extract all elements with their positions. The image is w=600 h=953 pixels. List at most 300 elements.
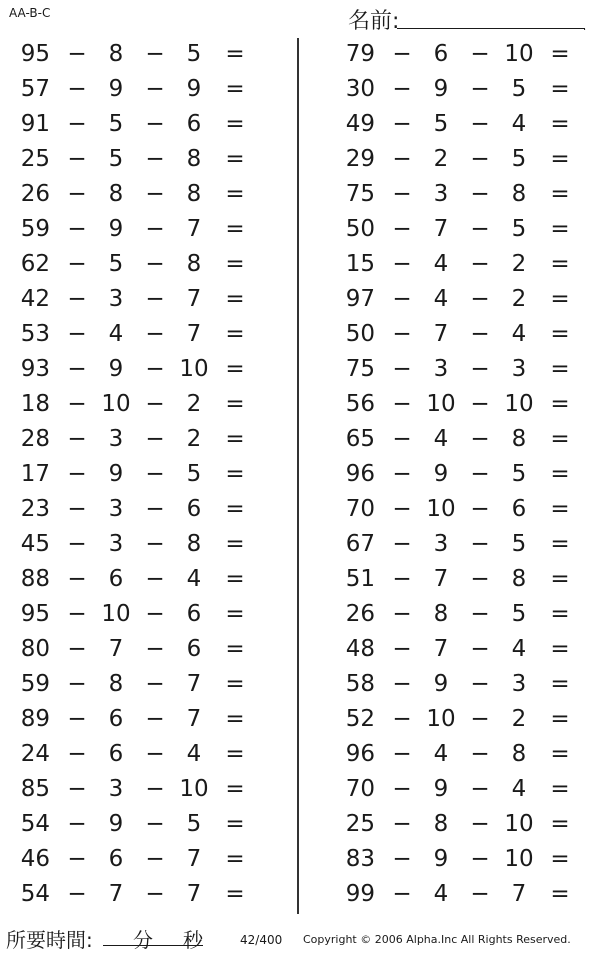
problem-row [300, 492, 600, 527]
minus-sign: − [470, 636, 490, 662]
subtrahend-1: 9 [433, 846, 449, 872]
subtrahend-2: 4 [511, 111, 527, 137]
minus-sign: − [145, 776, 165, 802]
subtrahend-2: 10 [504, 811, 534, 837]
minuend: 95 [20, 41, 50, 67]
equals-sign: = [225, 111, 245, 137]
subtrahend-2: 5 [186, 811, 202, 837]
equals-sign: = [550, 566, 570, 592]
minus-sign: − [392, 286, 412, 312]
minuend: 93 [20, 356, 50, 382]
subtrahend-2: 10 [504, 846, 534, 872]
name-line-dot: . [583, 22, 587, 33]
subtrahend-2: 8 [186, 181, 202, 207]
minus-sign: − [67, 216, 87, 242]
minus-sign: − [470, 776, 490, 802]
minus-sign: − [67, 601, 87, 627]
minus-sign: − [392, 776, 412, 802]
problem-row [0, 772, 300, 807]
minus-sign: − [145, 76, 165, 102]
minuend: 18 [20, 391, 50, 417]
minus-sign: − [145, 671, 165, 697]
subtrahend-2: 8 [511, 566, 527, 592]
equals-sign: = [550, 636, 570, 662]
equals-sign: = [550, 811, 570, 837]
subtrahend-2: 2 [186, 391, 202, 417]
equals-sign: = [225, 531, 245, 557]
minus-sign: − [67, 181, 87, 207]
problem-row [300, 562, 600, 597]
minus-sign: − [145, 251, 165, 277]
equals-sign: = [225, 251, 245, 277]
minus-sign: − [392, 671, 412, 697]
equals-sign: = [550, 531, 570, 557]
minus-sign: − [470, 881, 490, 907]
minus-sign: − [392, 76, 412, 102]
subtrahend-2: 2 [511, 251, 527, 277]
subtrahend-2: 10 [179, 776, 209, 802]
equals-sign: = [550, 461, 570, 487]
minus-sign: − [392, 146, 412, 172]
subtrahend-1: 9 [108, 811, 124, 837]
problem-row [300, 247, 600, 282]
problem-row [0, 247, 300, 282]
subtrahend-1: 3 [433, 181, 449, 207]
equals-sign: = [550, 356, 570, 382]
minus-sign: − [392, 426, 412, 452]
equals-sign: = [225, 496, 245, 522]
minus-sign: − [392, 566, 412, 592]
problem-row [0, 352, 300, 387]
subtrahend-1: 7 [433, 566, 449, 592]
minus-sign: − [145, 496, 165, 522]
subtrahend-2: 10 [504, 391, 534, 417]
minus-sign: − [470, 41, 490, 67]
problem-row [300, 107, 600, 142]
minus-sign: − [145, 461, 165, 487]
subtrahend-1: 6 [108, 566, 124, 592]
problem-row [300, 212, 600, 247]
minuend: 23 [20, 496, 50, 522]
minus-sign: − [67, 461, 87, 487]
minus-sign: − [470, 286, 490, 312]
subtrahend-2: 7 [511, 881, 527, 907]
minus-sign: − [392, 741, 412, 767]
subtrahend-1: 7 [433, 216, 449, 242]
subtrahend-1: 5 [108, 146, 124, 172]
problem-row [0, 282, 300, 317]
minuend: 24 [20, 741, 50, 767]
problem-row [300, 282, 600, 317]
minus-sign: − [392, 531, 412, 557]
minuend: 96 [345, 461, 375, 487]
subtrahend-1: 7 [108, 636, 124, 662]
equals-sign: = [225, 286, 245, 312]
minus-sign: − [145, 216, 165, 242]
subtrahend-2: 7 [186, 216, 202, 242]
problem-row [300, 842, 600, 877]
subtrahend-2: 3 [511, 356, 527, 382]
equals-sign: = [550, 741, 570, 767]
minus-sign: − [470, 181, 490, 207]
equals-sign: = [225, 146, 245, 172]
problem-row [300, 667, 600, 702]
minus-sign: − [145, 846, 165, 872]
minuend: 57 [20, 76, 50, 102]
subtrahend-2: 5 [186, 461, 202, 487]
minuend: 50 [345, 321, 375, 347]
subtrahend-1: 4 [108, 321, 124, 347]
equals-sign: = [550, 321, 570, 347]
minuend: 70 [345, 776, 375, 802]
minus-sign: − [67, 846, 87, 872]
minuend: 51 [345, 566, 375, 592]
problem-row [300, 387, 600, 422]
minus-sign: − [392, 706, 412, 732]
equals-sign: = [225, 566, 245, 592]
problem-row [300, 527, 600, 562]
minuend: 83 [345, 846, 375, 872]
equals-sign: = [225, 811, 245, 837]
minus-sign: − [392, 111, 412, 137]
minus-sign: − [67, 76, 87, 102]
problem-row [0, 632, 300, 667]
subtrahend-2: 4 [511, 636, 527, 662]
minuend: 30 [345, 76, 375, 102]
problem-row [0, 317, 300, 352]
minus-sign: − [145, 636, 165, 662]
subtrahend-2: 4 [186, 566, 202, 592]
subtrahend-2: 6 [186, 496, 202, 522]
problem-row [300, 457, 600, 492]
subtrahend-2: 8 [186, 146, 202, 172]
problem-row [300, 597, 600, 632]
equals-sign: = [550, 426, 570, 452]
minuend: 53 [20, 321, 50, 347]
subtrahend-1: 9 [433, 461, 449, 487]
minus-sign: − [392, 216, 412, 242]
minus-sign: − [392, 636, 412, 662]
problem-row [0, 877, 300, 912]
minuend: 65 [345, 426, 375, 452]
subtrahend-1: 6 [108, 741, 124, 767]
problem-row [0, 527, 300, 562]
subtrahend-1: 9 [108, 461, 124, 487]
equals-sign: = [225, 181, 245, 207]
minus-sign: − [67, 776, 87, 802]
subtrahend-1: 8 [108, 41, 124, 67]
subtrahend-2: 8 [186, 531, 202, 557]
page-number: 42/400 [240, 933, 283, 947]
minus-sign: − [145, 146, 165, 172]
minus-sign: − [392, 496, 412, 522]
subtrahend-1: 9 [108, 216, 124, 242]
subtrahend-1: 9 [433, 776, 449, 802]
minus-sign: − [470, 706, 490, 732]
minuend: 25 [345, 811, 375, 837]
equals-sign: = [550, 776, 570, 802]
minuend: 95 [20, 601, 50, 627]
equals-sign: = [550, 881, 570, 907]
minus-sign: − [67, 391, 87, 417]
minus-sign: − [67, 426, 87, 452]
minus-sign: − [470, 601, 490, 627]
minus-sign: − [470, 846, 490, 872]
minuend: 46 [20, 846, 50, 872]
minus-sign: − [67, 741, 87, 767]
equals-sign: = [550, 216, 570, 242]
equals-sign: = [550, 671, 570, 697]
subtrahend-1: 5 [433, 111, 449, 137]
problem-row [0, 667, 300, 702]
minus-sign: − [145, 321, 165, 347]
minus-sign: − [392, 41, 412, 67]
subtrahend-2: 2 [186, 426, 202, 452]
problem-row [0, 177, 300, 212]
subtrahend-2: 7 [186, 321, 202, 347]
minus-sign: − [145, 601, 165, 627]
minus-sign: − [470, 391, 490, 417]
minus-sign: − [145, 531, 165, 557]
subtrahend-2: 10 [504, 41, 534, 67]
equals-sign: = [550, 391, 570, 417]
subtrahend-2: 5 [511, 461, 527, 487]
subtrahend-2: 6 [186, 111, 202, 137]
minuend: 75 [345, 356, 375, 382]
minuend: 28 [20, 426, 50, 452]
subtrahend-1: 4 [433, 741, 449, 767]
subtrahend-1: 9 [108, 76, 124, 102]
minus-sign: − [145, 286, 165, 312]
minus-sign: − [67, 811, 87, 837]
minus-sign: − [67, 671, 87, 697]
problem-row [0, 597, 300, 632]
minus-sign: − [67, 41, 87, 67]
minus-sign: − [145, 811, 165, 837]
minus-sign: − [67, 146, 87, 172]
minuend: 54 [20, 881, 50, 907]
minus-sign: − [392, 356, 412, 382]
subtrahend-1: 4 [433, 286, 449, 312]
subtrahend-2: 5 [186, 41, 202, 67]
problem-row [0, 37, 300, 72]
subtrahend-1: 4 [433, 426, 449, 452]
name-label: 名前: [348, 9, 400, 34]
minus-sign: − [470, 251, 490, 277]
minus-sign: − [67, 636, 87, 662]
subtrahend-1: 8 [433, 811, 449, 837]
minus-sign: − [392, 881, 412, 907]
minus-sign: − [392, 391, 412, 417]
minus-sign: − [392, 811, 412, 837]
minus-sign: − [67, 286, 87, 312]
subtrahend-1: 7 [433, 636, 449, 662]
subtrahend-1: 4 [433, 251, 449, 277]
subtrahend-1: 9 [433, 671, 449, 697]
subtrahend-2: 7 [186, 286, 202, 312]
minus-sign: − [67, 496, 87, 522]
minuend: 59 [20, 216, 50, 242]
minus-sign: − [145, 391, 165, 417]
equals-sign: = [225, 356, 245, 382]
minuend: 17 [20, 461, 50, 487]
problem-row [300, 632, 600, 667]
minuend: 99 [345, 881, 375, 907]
problem-row [300, 352, 600, 387]
minus-sign: − [67, 566, 87, 592]
equals-sign: = [550, 146, 570, 172]
time-required-label: 所要時間: [6, 928, 93, 952]
minuend: 54 [20, 811, 50, 837]
problem-row [0, 562, 300, 597]
equals-sign: = [550, 41, 570, 67]
minuend: 50 [345, 216, 375, 242]
subtrahend-1: 9 [108, 356, 124, 382]
minus-sign: − [67, 706, 87, 732]
minus-sign: − [470, 216, 490, 242]
equals-sign: = [225, 776, 245, 802]
minus-sign: − [470, 356, 490, 382]
equals-sign: = [550, 181, 570, 207]
problem-row [300, 807, 600, 842]
minus-sign: − [67, 251, 87, 277]
subtrahend-1: 3 [108, 426, 124, 452]
problem-row [0, 142, 300, 177]
column-divider [297, 38, 299, 914]
minus-sign: − [145, 741, 165, 767]
minus-sign: − [470, 496, 490, 522]
minus-sign: − [392, 181, 412, 207]
subtrahend-2: 7 [186, 706, 202, 732]
problem-row [0, 842, 300, 877]
problem-row [0, 387, 300, 422]
minuend: 49 [345, 111, 375, 137]
equals-sign: = [550, 76, 570, 102]
minuend: 67 [345, 531, 375, 557]
minuend: 45 [20, 531, 50, 557]
subtrahend-1: 8 [108, 181, 124, 207]
minuend: 62 [20, 251, 50, 277]
minus-sign: − [470, 741, 490, 767]
minuend: 89 [20, 706, 50, 732]
problem-row [300, 177, 600, 212]
equals-sign: = [225, 426, 245, 452]
equals-sign: = [225, 846, 245, 872]
subtrahend-2: 4 [511, 321, 527, 347]
minus-sign: − [470, 461, 490, 487]
seconds-label: 秒 [183, 928, 203, 952]
subtrahend-2: 4 [186, 741, 202, 767]
subtrahend-1: 6 [108, 846, 124, 872]
minuend: 88 [20, 566, 50, 592]
minus-sign: − [67, 356, 87, 382]
equals-sign: = [550, 286, 570, 312]
subtrahend-1: 2 [433, 146, 449, 172]
minuend: 29 [345, 146, 375, 172]
minus-sign: − [470, 566, 490, 592]
equals-sign: = [225, 881, 245, 907]
minuend: 59 [20, 671, 50, 697]
problem-row [300, 737, 600, 772]
subtrahend-1: 3 [108, 531, 124, 557]
problem-row [300, 72, 600, 107]
equals-sign: = [225, 741, 245, 767]
subtrahend-2: 8 [186, 251, 202, 277]
subtrahend-2: 5 [511, 216, 527, 242]
equals-sign: = [225, 461, 245, 487]
equals-sign: = [225, 41, 245, 67]
minus-sign: − [145, 356, 165, 382]
minutes-label: 分 [133, 928, 153, 952]
minus-sign: − [470, 146, 490, 172]
minus-sign: − [470, 531, 490, 557]
subtrahend-2: 8 [511, 426, 527, 452]
problem-row [0, 72, 300, 107]
subtrahend-2: 6 [511, 496, 527, 522]
problem-row [300, 877, 600, 912]
subtrahend-2: 5 [511, 146, 527, 172]
subtrahend-2: 5 [511, 531, 527, 557]
problem-row [0, 107, 300, 142]
minus-sign: − [470, 811, 490, 837]
minus-sign: − [67, 531, 87, 557]
minuend: 56 [345, 391, 375, 417]
subtrahend-1: 3 [433, 531, 449, 557]
equals-sign: = [225, 76, 245, 102]
minus-sign: − [145, 111, 165, 137]
minuend: 26 [20, 181, 50, 207]
subtrahend-2: 7 [186, 671, 202, 697]
minuend: 58 [345, 671, 375, 697]
minuend: 25 [20, 146, 50, 172]
subtrahend-2: 3 [511, 671, 527, 697]
problem-row [0, 212, 300, 247]
subtrahend-2: 8 [511, 741, 527, 767]
minus-sign: − [145, 881, 165, 907]
problem-row [300, 37, 600, 72]
minus-sign: − [470, 111, 490, 137]
subtrahend-1: 10 [101, 601, 131, 627]
minuend: 75 [345, 181, 375, 207]
subtrahend-2: 5 [511, 76, 527, 102]
problem-row [0, 702, 300, 737]
subtrahend-2: 10 [179, 356, 209, 382]
subtrahend-1: 7 [433, 321, 449, 347]
subtrahend-1: 10 [426, 391, 456, 417]
subtrahend-2: 2 [511, 286, 527, 312]
equals-sign: = [550, 846, 570, 872]
minus-sign: − [470, 76, 490, 102]
name-field-line [397, 28, 585, 29]
minus-sign: − [67, 321, 87, 347]
minus-sign: − [392, 846, 412, 872]
subtrahend-1: 4 [433, 881, 449, 907]
subtrahend-1: 7 [108, 881, 124, 907]
subtrahend-1: 5 [108, 111, 124, 137]
worksheet-code: AA-B-C [9, 6, 51, 20]
subtrahend-1: 6 [433, 41, 449, 67]
equals-sign: = [225, 216, 245, 242]
problem-row [0, 492, 300, 527]
subtrahend-1: 3 [433, 356, 449, 382]
minuend: 52 [345, 706, 375, 732]
minuend: 97 [345, 286, 375, 312]
minus-sign: − [470, 671, 490, 697]
subtrahend-2: 9 [186, 76, 202, 102]
subtrahend-1: 9 [433, 76, 449, 102]
equals-sign: = [550, 496, 570, 522]
equals-sign: = [225, 706, 245, 732]
